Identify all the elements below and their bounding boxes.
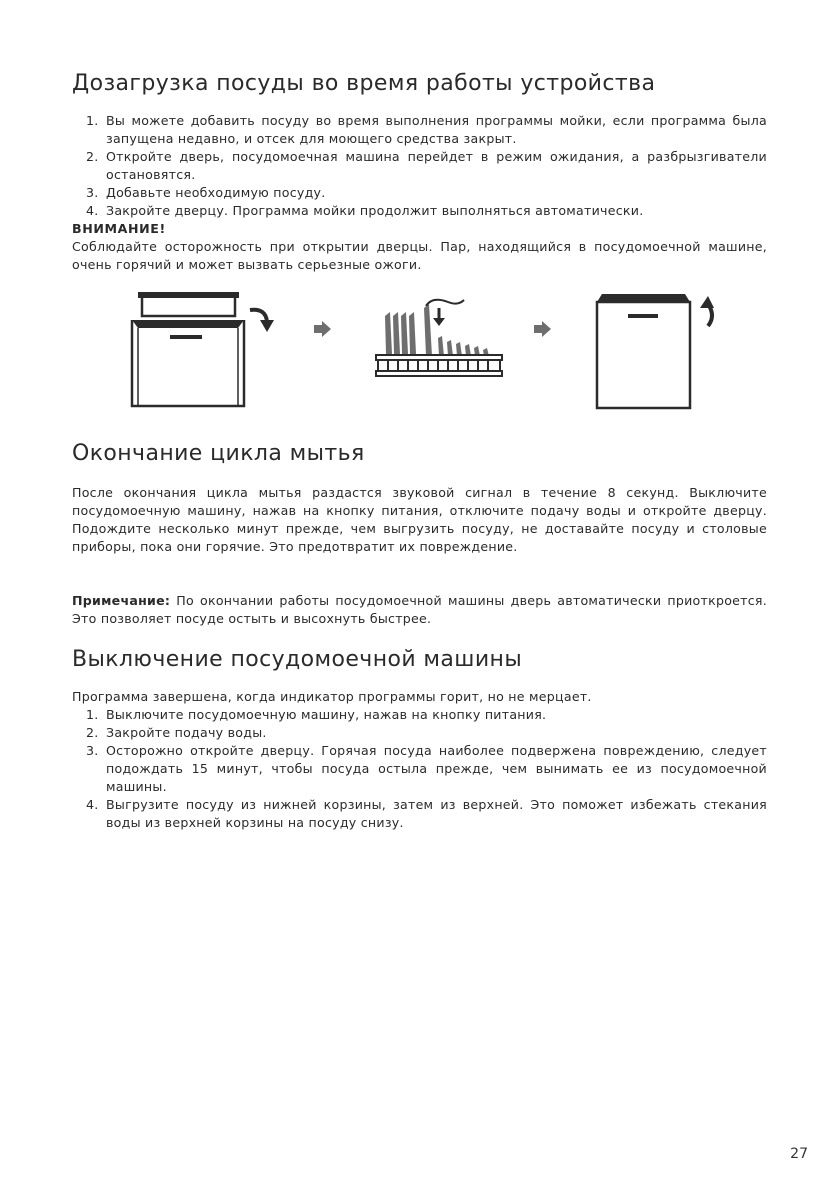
shutdown-steps-list (72, 706, 767, 832)
list-item (72, 184, 767, 202)
step-text: Осторожно откройте дверцу. Горячая посуда наиболее подвержена повреждению, следует подождать 15 минут, чтобы посуда остыла прежде, чем вынимать ее из посудомоечной машины. (106, 743, 767, 794)
reload-steps-list (72, 112, 767, 220)
step-text: Закройте дверцу. Программа мойки продолжит выполняться автоматически. (106, 203, 644, 218)
note-label: Примечание: (72, 593, 171, 608)
reload-illustration (120, 286, 720, 416)
step-number: 1. (86, 113, 99, 128)
arrow-right-icon (314, 321, 331, 337)
section-title-reload-dishes: Дозагрузка посуды во время работы устройства (72, 71, 656, 96)
dishwasher-closed-door-icon (597, 294, 690, 408)
list-item (72, 112, 767, 148)
step-text: Добавьте необходимую посуду. (106, 185, 326, 200)
list-item (72, 706, 767, 724)
step-text: Откройте дверь, посудомоечная машина перейдет в режим ожидания, а разбрызгиватели остановятся. (106, 149, 767, 182)
step-text: Выгрузите посуду из нижней корзины, затем из верхней. Это поможет избежать стекания воды из верхней корзины на посуду снизу. (106, 797, 767, 830)
warning-text: Соблюдайте осторожность при открытии дверцы. Пар, находящийся в посудомоечной машине, очень горячий и может вызвать серьезные ожоги. (72, 239, 767, 272)
list-item (72, 148, 767, 184)
dishwasher-open-door-icon (132, 292, 244, 406)
section3-body (72, 688, 767, 832)
step-number: 4. (86, 203, 99, 218)
note-text: По окончании работы посудомоечной машины дверь автоматически приоткроется. Это позволяет посуде остыть и высохнуть быстрее. (72, 593, 767, 626)
arrow-right-icon (534, 321, 551, 337)
step-number: 3. (86, 185, 99, 200)
step-number: 1. (86, 707, 99, 722)
list-item (72, 796, 767, 832)
list-item (72, 202, 767, 220)
step-text: Закройте подачу воды. (106, 725, 267, 740)
rotate-arrow-icon (700, 296, 714, 326)
step-number: 3. (86, 743, 99, 758)
step-text: Вы можете добавить посуду во время выполнения программы мойки, если программа была запущена недавно, и отсек для моющего средства закрыт. (106, 113, 767, 146)
shutdown-intro: Программа завершена, когда индикатор программы горит, но не мерцает. (72, 689, 592, 704)
section-title-shutdown: Выключение посудомоечной машины (72, 647, 523, 672)
step-number: 4. (86, 797, 99, 812)
section-title-cycle-end: Окончание цикла мытья (72, 441, 365, 466)
step-text: Выключите посудомоечную машину, нажав на кнопку питания. (106, 707, 547, 722)
page-number: 27 (790, 1146, 808, 1162)
rotate-arrow-icon (250, 310, 274, 332)
step-number: 2. (86, 149, 99, 164)
rack-add-dishes-icon (376, 300, 502, 376)
note-paragraph (72, 592, 767, 628)
list-item (72, 742, 767, 796)
warning-label: ВНИМАНИЕ! (72, 221, 166, 236)
step-number: 2. (86, 725, 99, 740)
list-item (72, 724, 767, 742)
cycle-end-paragraph: После окончания цикла мытья раздастся звуковой сигнал в течение 8 секунд. Выключите посудомоечную машину, нажав на кнопку питания, отключите подачу воды и откройте дверцу. Подождите несколько минут прежде, чем выгрузить посуду, не доставайте посуду и столовые приборы, пока они горячие. Это предотвратит их повреждение. (72, 485, 767, 554)
section1-body (72, 112, 767, 274)
